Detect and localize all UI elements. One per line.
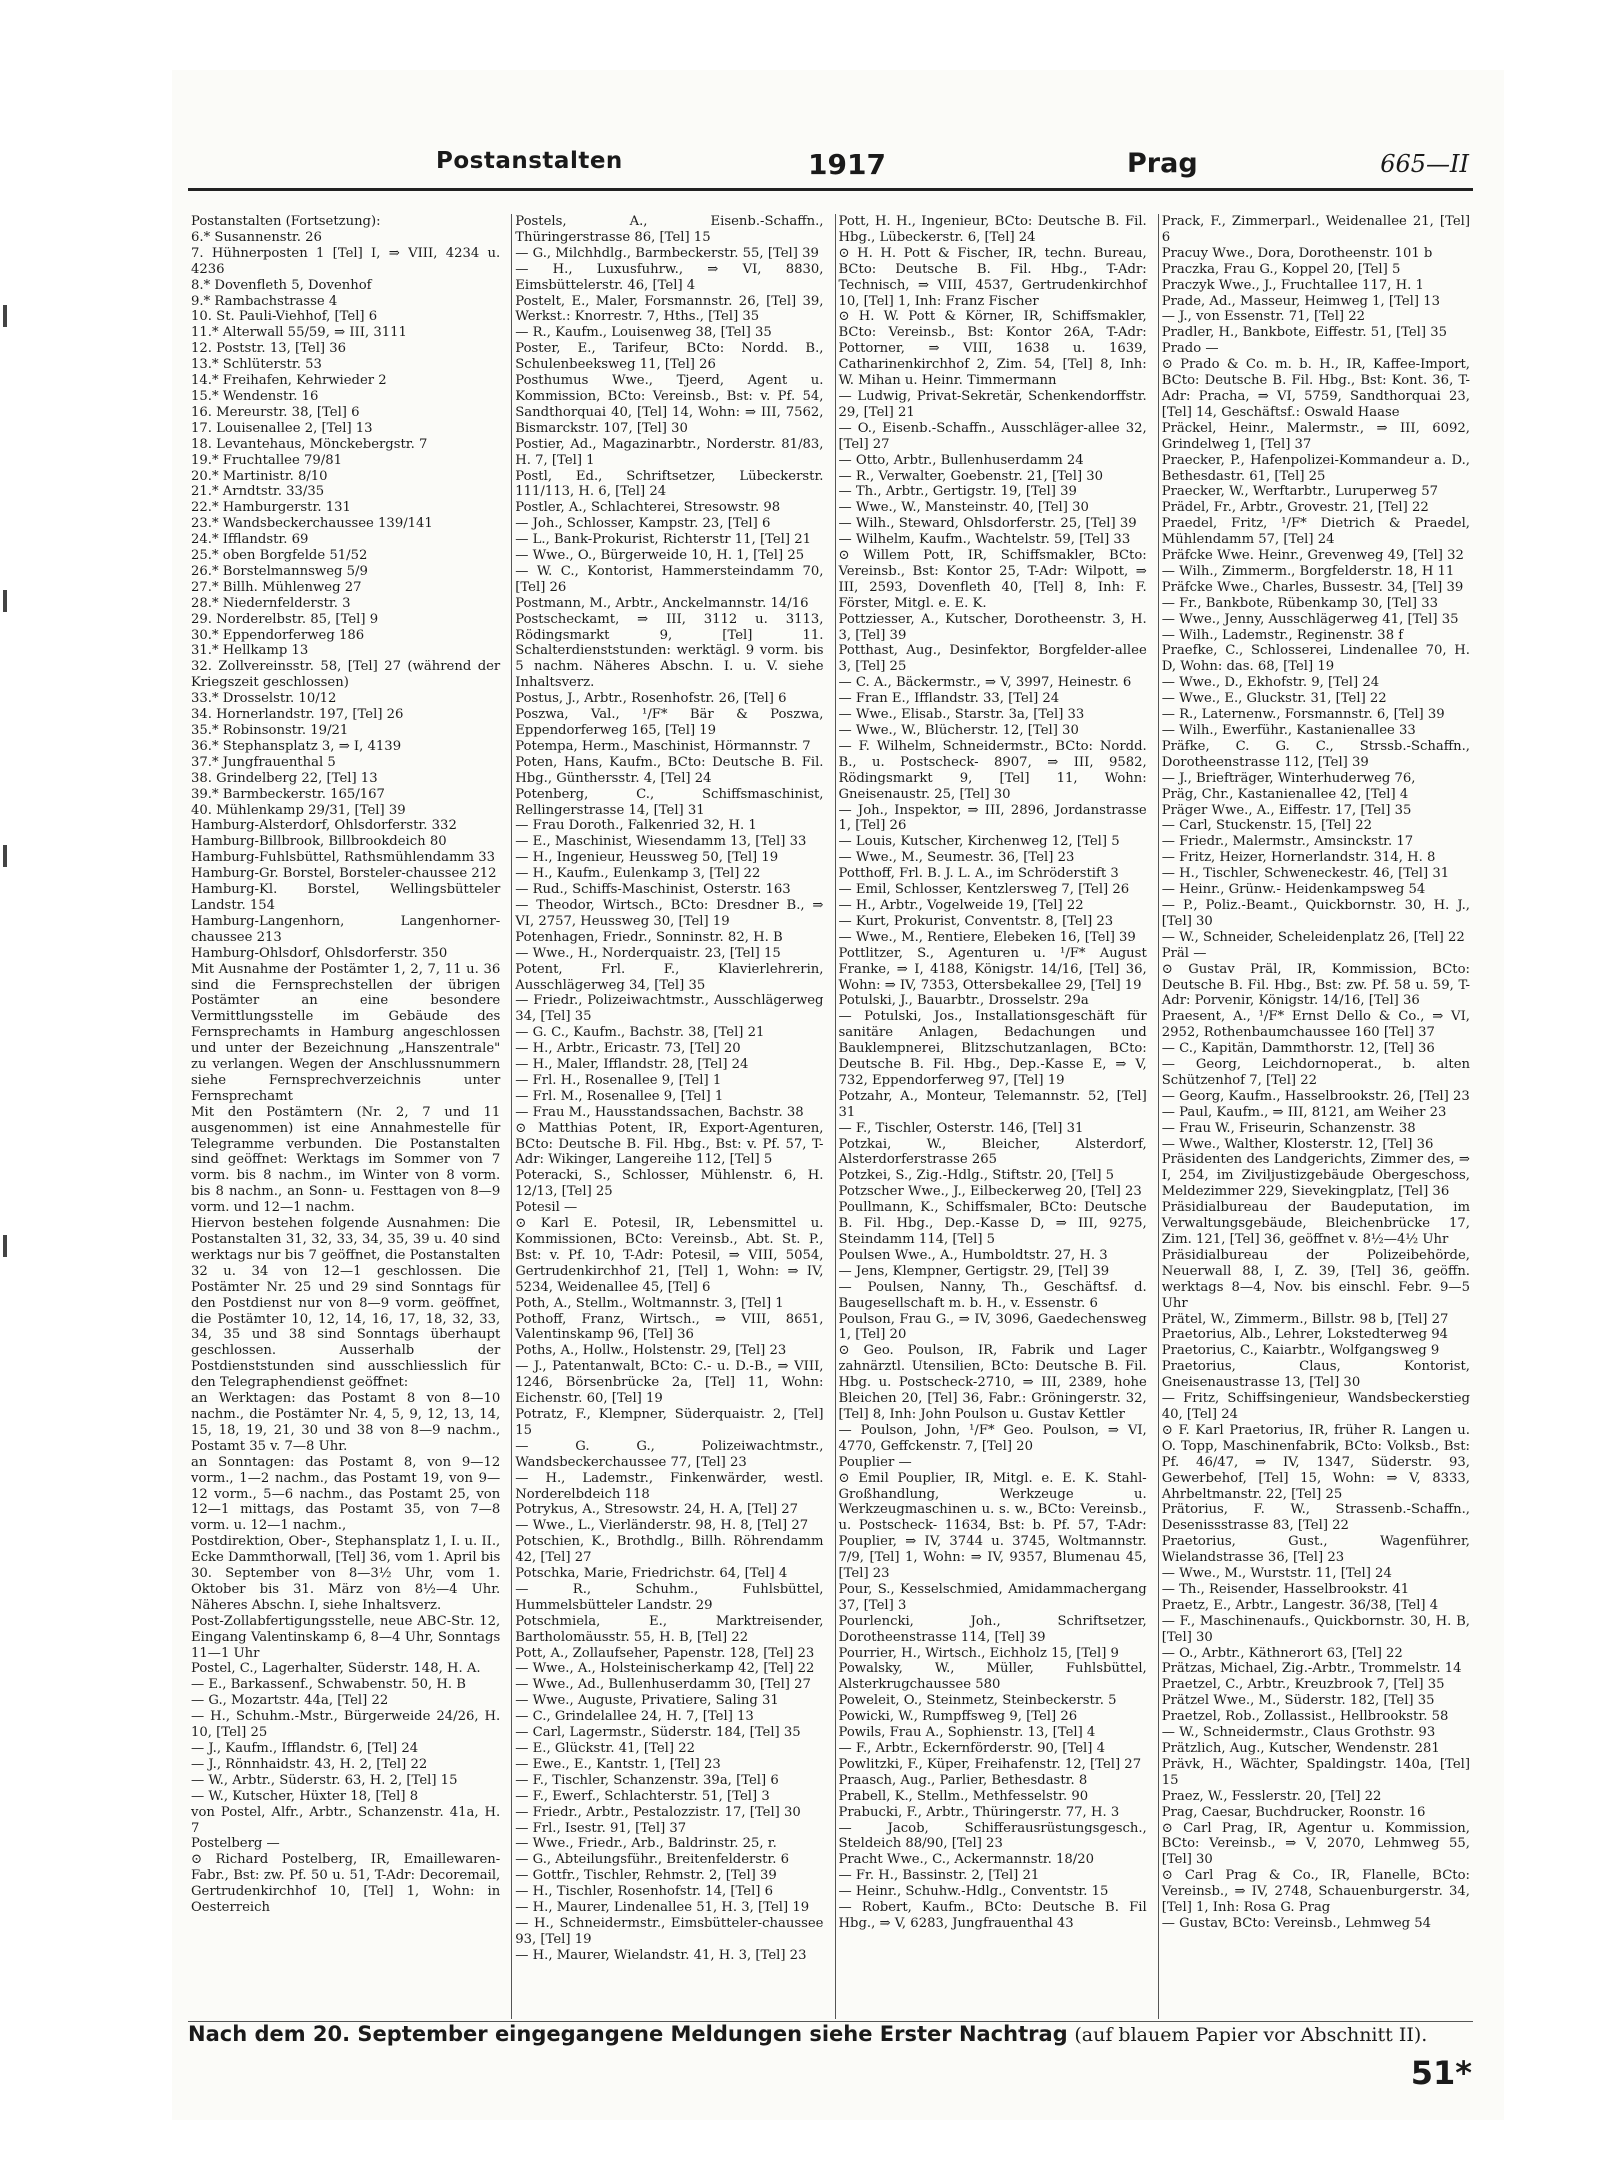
directory-entry: Postanstalten (Fortsetzung): <box>191 214 381 229</box>
directory-entry: Pouplier — <box>838 1454 912 1470</box>
directory-entry: Poths, A., Hollw., Holstenstr. 29, [Tel] 23 <box>515 1343 787 1359</box>
directory-entry: Potesil — <box>515 1200 578 1216</box>
directory-entry: — W. C., Kontorist, Hammersteindamm 70, [Tel] 26 <box>515 563 828 595</box>
directory-entry: — F., Ewerf., Schlachterstr. 51, [Tel] 3 <box>515 1788 770 1804</box>
directory-entry: — J., Rönnhaidstr. 43, H. 2, [Tel] 22 <box>191 1756 428 1772</box>
directory-entry: Präger Wwe., A., Eiffestr. 17, [Tel] 35 <box>1161 802 1412 818</box>
directory-entry: — Carl, Lagermstr., Süderstr. 184, [Tel] 35 <box>515 1725 801 1741</box>
directory-entry: Präckel, Heinr., Malermstr., ⇒ III, 6092, Grindelweg 1, [Tel] 37 <box>1161 420 1475 452</box>
directory-entry: Pourlencki, Joh., Schriftsetzer, Dorotheenstrasse 114, [Tel] 39 <box>838 1613 1151 1645</box>
directory-entry: Pottlitzer, S., Agenturen u. ¹/F* August Franke, ⇒ I, 4188, Königstr. 14/16, [Tel] 36, Wohn: ⇒ IV, 7353, Ottersbekallee 29, [Tel] 19 <box>838 945 1151 993</box>
directory-entry: — Friedr., Arbtr., Pestalozzistr. 17, [Tel] 30 <box>515 1804 801 1820</box>
directory-entry: — Joh., Inspektor, ⇒ III, 2896, Jordanstrasse 1, [Tel] 26 <box>838 802 1151 834</box>
directory-columns <box>188 214 1473 2019</box>
sheet-mark: 51* <box>1410 2054 1472 2092</box>
directory-entry: — H., Maurer, Lindenallee 51, H. 3, [Tel] 19 <box>515 1900 810 1916</box>
directory-entry: Powils, Frau A., Sophienstr. 13, [Tel] 4 <box>838 1725 1096 1741</box>
directory-entry: — G., Abteilungsführ., Breitenfelderstr. 6 <box>515 1852 790 1868</box>
directory-entry: Potzkai, W., Bleicher, Alsterdorf, Alsterdorferstrasse 265 <box>838 1136 1151 1168</box>
directory-entry: Prabell, K., Stellm., Methfesselstr. 90 <box>838 1788 1089 1804</box>
directory-entry: — R., Kaufm., Louisenweg 38, [Tel] 35 <box>515 325 772 341</box>
directory-entry: Pracht Wwe., C., Ackermannstr. 18/20 <box>838 1852 1094 1868</box>
page-header <box>188 140 1473 191</box>
directory-entry: Pracuy Wwe., Dora, Dorotheenstr. 101 b <box>1161 245 1433 261</box>
directory-entry: 23.* Wandsbeckerchaussee 139/141 <box>191 516 433 532</box>
directory-entry: Hamburg-Alsterdorf, Ohlsdorferstr. 332 <box>191 818 457 834</box>
directory-entry: 9.* Rambachstrasse 4 <box>191 293 338 309</box>
directory-entry: Postl, Ed., Schriftsetzer, Lübeckerstr. 111/113, H. 6, [Tel] 24 <box>515 468 828 500</box>
directory-entry: 6.* Susannenstr. 26 <box>191 229 322 245</box>
directory-entry: — F., Tischler, Schanzenstr. 39a, [Tel] 6 <box>515 1772 779 1788</box>
directory-entry: ⊙ Carl Prag & Co., IR, Flanelle, BCto: Vereinsb., ⇒ IV, 2748, Schauenburgerstr. 34, [Tel] 1, Inh: Rosa G. Prag <box>1161 1868 1475 1916</box>
directory-entry: Postelt, E., Maler, Forsmannstr. 26, [Tel] 39, Werkst.: Knorrestr. 7, Hths., [Tel] 35 <box>515 293 828 325</box>
directory-entry: 11.* Alterwall 55/59, ⇒ III, 3111 <box>191 325 407 341</box>
directory-entry: Praefke, C., Schlosserei, Lindenallee 70, H. D, Wohn: das. 68, [Tel] 19 <box>1161 643 1475 675</box>
directory-entry: — W., Schneider, Scheleidenplatz 26, [Tel] 22 <box>1161 929 1465 945</box>
directory-entry: Praetorius, Alb., Lehrer, Lokstedterweg 94 <box>1161 1327 1449 1343</box>
directory-entry: Potulski, J., Bauarbtr., Drosselstr. 29a <box>838 993 1089 1009</box>
directory-entry: Poweleit, O., Steinmetz, Steinbeckerstr. 5 <box>838 1693 1117 1709</box>
directory-entry: 14.* Freihafen, Kehrwieder 2 <box>191 373 387 389</box>
directory-entry: 22.* Hamburgerstr. 131 <box>191 500 351 516</box>
directory-entry: — Frl. M., Rosenallee 9, [Tel] 1 <box>515 1088 724 1104</box>
directory-entry: Postmann, M., Arbtr., Anckelmannstr. 14/16 <box>515 595 809 611</box>
directory-entry: — Wwe., Elisab., Starstr. 3a, [Tel] 33 <box>838 707 1085 723</box>
directory-entry: — Wwe., A., Holsteinischerkamp 42, [Tel] 22 <box>515 1661 815 1677</box>
directory-entry: ⊙ F. Karl Praetorius, IR, früher R. Langen u. O. Topp, Maschinenfabrik, BCto: Volksb., Bst: Pf. 46/47, ⇒ IV, 1347, Süderstr. 93, Gewerbehof, [Tel] 15, Wohn: ⇒ V, 8333, Ahrbeltmanstr. 22, [Tel] 25 <box>1161 1422 1475 1502</box>
directory-entry: Praez, W., Fesslerstr. 20, [Tel] 22 <box>1161 1788 1382 1804</box>
directory-entry: — W., Schneidermstr., Claus Grothstr. 93 <box>1161 1725 1436 1741</box>
directory-entry: — Frau W., Friseurin, Schanzenstr. 38 <box>1161 1120 1416 1136</box>
directory-entry: — Wwe., H., Norderquaistr. 23, [Tel] 15 <box>515 945 781 961</box>
directory-entry: — C., Kapitän, Dammthorstr. 12, [Tel] 36 <box>1161 1041 1435 1057</box>
directory-entry: — Carl, Stuckenstr. 15, [Tel] 22 <box>1161 818 1373 834</box>
directory-entry: — H., Tischler, Rosenhofstr. 14, [Tel] 6 <box>515 1884 774 1900</box>
directory-entry: — Th., Reisender, Hasselbrookstr. 41 <box>1161 1581 1410 1597</box>
directory-entry: — Kurt, Prokurist, Conventstr. 8, [Tel] 23 <box>838 913 1114 929</box>
directory-entry: Powalsky, W., Müller, Fuhlsbüttel, Alsterkrugchaussee 580 <box>838 1661 1151 1693</box>
directory-entry: — H., Luxusfuhrw., ⇒ VI, 8830, Eimsbüttelerstr. 46, [Tel] 4 <box>515 261 828 293</box>
directory-entry: 27.* Billh. Mühlenweg 27 <box>191 579 362 595</box>
directory-entry: Pourrier, H., Wirtsch., Eichholz 15, [Tel] 9 <box>838 1645 1119 1661</box>
directory-entry: Hamburg-Ohlsdorf, Ohlsdorferstr. 350 <box>191 945 448 961</box>
directory-entry: — Frau Doroth., Falkenried 32, H. 1 <box>515 818 757 834</box>
column-3 <box>835 214 1150 2019</box>
directory-entry: Hamburg-Kl. Borstel, Wellingsbütteler Landstr. 154 <box>191 882 505 913</box>
directory-entry: — Heinr., Grünw.- Heidenkampsweg 54 <box>1161 882 1426 898</box>
directory-entry: Prätzlich, Aug., Kutscher, Wendenstr. 281 <box>1161 1741 1440 1756</box>
directory-entry: — W., Kutscher, Hüxter 18, [Tel] 8 <box>191 1788 419 1804</box>
page-number: 665—II <box>1380 150 1469 178</box>
directory-entry: Praczka, Frau G., Koppel 20, [Tel] 5 <box>1161 261 1401 277</box>
directory-entry: Präsidialbureau der Baudeputation, im Verwaltungsgebäude, Bleichenbrücke 17, Zim. 121, [Tel] 36, geöffnet v. 8½—4½ Uhr <box>1161 1200 1475 1247</box>
directory-entry: Postels, A., Eisenb.-Schaffn., Thüringerstrasse 86, [Tel] 15 <box>515 214 828 245</box>
directory-entry: — C. A., Bäckermstr., ⇒ V, 3997, Heinestr. 6 <box>838 675 1132 691</box>
directory-entry: Potthast, Aug., Desinfektor, Borgfelder-allee 3, [Tel] 25 <box>838 643 1151 675</box>
directory-entry: Präfcke Wwe. Heinr., Grevenweg 49, [Tel] 32 <box>1161 548 1464 564</box>
directory-entry: 16. Mereurstr. 38, [Tel] 6 <box>191 404 360 420</box>
directory-entry: Mit den Postämtern (Nr. 2, 7 und 11 ausgenommen) ist eine Annahmestelle für Telegramme verbunden. Die Postanstalten sind geöffnet: Werktags im Sommer von 7 vorm. bis 8 nachm., im Winter von 8 vorm. bis 8 nachm., an Sonn- u. Festtagen von 8—9 vorm. und 12—1 nachm. <box>191 1104 505 1216</box>
directory-entry: — H., Ingenieur, Heussweg 50, [Tel] 19 <box>515 850 779 866</box>
directory-entry: — Friedr., Polizeiwachtmstr., Ausschlägerweg 34, [Tel] 35 <box>515 993 828 1025</box>
directory-entry: Poulson, Frau G., ⇒ IV, 3096, Gaedechensweg 1, [Tel] 20 <box>838 1311 1151 1343</box>
directory-entry: — Fran E., Ifflandstr. 33, [Tel] 24 <box>838 691 1060 707</box>
directory-entry: — Wwe., Ad., Bullenhuserdamm 30, [Tel] 27 <box>515 1677 811 1693</box>
directory-entry: 12. Poststr. 13, [Tel] 36 <box>191 341 347 357</box>
directory-entry: 32. Zollvereinsstr. 58, [Tel] 27 (während der Kriegszeit geschlossen) <box>191 659 505 691</box>
footer-bold-text: Nach dem 20. September eingegangene Meldungen siehe Erster Nachtrag <box>188 2022 1068 2046</box>
directory-entry: Potent, Frl. F., Klavierlehrerin, Ausschlägerweg 34, [Tel] 35 <box>515 961 828 993</box>
directory-entry: 21.* Arndtstr. 33/35 <box>191 484 325 500</box>
directory-entry: Mit Ausnahme der Postämter 1, 2, 7, 11 u. 36 sind die Fernsprechstellen der übrigen Postämter an eine besondere Vermittlungsstelle im Gebäude des Fernsprechamts in Hamburg angeschlossen und unter der Bezeichnung „Hanszentrale" zu verlangen. Wegen der Anschlussnummern siehe Fernsprechverzeichnis unter Fernsprechamt <box>191 961 505 1104</box>
directory-entry: Potempa, Herm., Maschinist, Hörmannstr. 7 <box>515 738 811 754</box>
directory-entry: Präl — <box>1161 945 1207 961</box>
directory-entry: Prätorius, F. W., Strassenb.-Schaffn., Desenissstrasse 83, [Tel] 22 <box>1161 1502 1475 1534</box>
directory-entry: — Wwe., E., Gluckstr. 31, [Tel] 22 <box>1161 691 1387 707</box>
directory-entry: — J., von Essenstr. 71, [Tel] 22 <box>1161 309 1366 325</box>
directory-entry: Potzkei, S., Zig.-Hdlg., Stiftstr. 20, [Tel] 5 <box>838 1168 1115 1184</box>
directory-entry: — J., Patentanwalt, BCto: C.- u. D.-B., ⇒ VIII, 1246, Börsenbrücke 2a, [Tel] 11, Wohn: Eichenstr. 60, [Tel] 19 <box>515 1359 828 1407</box>
directory-entry: Praecker, W., Werftarbtr., Luruperweg 57 <box>1161 484 1439 500</box>
column-1 <box>188 214 503 2019</box>
directory-entry: 30.* Eppendorferweg 186 <box>191 627 365 643</box>
directory-entry: — Th., Arbtr., Gertigstr. 19, [Tel] 39 <box>838 484 1077 500</box>
directory-entry: Praetorius, Claus, Kontorist, Gneisenaustrasse 13, [Tel] 30 <box>1161 1359 1475 1391</box>
edge-mark <box>3 845 7 867</box>
directory-entry: Postelberg — <box>191 1836 280 1852</box>
edge-mark <box>3 590 7 612</box>
directory-entry: — O., Eisenb.-Schaffn., Ausschläger-allee 32, [Tel] 27 <box>838 420 1151 452</box>
directory-entry: — P., Poliz.-Beamt., Quickbornstr. 30, H. J., [Tel] 30 <box>1161 897 1475 929</box>
directory-entry: Potenhagen, Friedr., Sonninstr. 82, H. B <box>515 929 783 945</box>
directory-entry: — Ludwig, Privat-Sekretär, Schenkendorffstr. 29, [Tel] 21 <box>838 388 1151 420</box>
directory-entry: — J., Kaufm., Ifflandstr. 6, [Tel] 24 <box>191 1741 419 1756</box>
directory-entry: Prade, Ad., Masseur, Heimweg 1, [Tel] 13 <box>1161 293 1440 309</box>
directory-entry: — Jacob, Schifferausrüstungsgesch., Steldeich 88/90, [Tel] 23 <box>838 1820 1151 1852</box>
directory-entry: Hamburg-Fuhlsbüttel, Rathsmühlendamm 33 <box>191 850 496 866</box>
directory-entry: — Wilh., Zimmerm., Borgfelderstr. 18, H 11 <box>1161 563 1455 579</box>
directory-entry: ⊙ Willem Pott, IR, Schiffsmakler, BCto: Vereinsb., Bst: Kontor 25, T-Adr: Wilpott, ⇒ III, 2593, Dovenfleth 40, [Tel] 8, Inh: F. Förster, Mitgl. e. E. K. <box>838 548 1151 611</box>
footer-normal-text: (auf blauem Papier vor Abschnitt II). <box>1074 2024 1428 2046</box>
directory-entry: — C., Grindelallee 24, H. 7, [Tel] 13 <box>515 1709 754 1725</box>
directory-entry: — Wwe., W., Mansteinstr. 40, [Tel] 30 <box>838 500 1089 516</box>
directory-entry: — Poulsen, Nanny, Th., Geschäftsf. d. Baugesellschaft m. b. H., v. Essenstr. 6 <box>838 1279 1151 1311</box>
directory-entry: Praetorius, Gust., Wagenführer, Wielandstrasse 36, [Tel] 23 <box>1161 1534 1475 1566</box>
directory-entry: 18. Levantehaus, Mönckebergstr. 7 <box>191 436 428 452</box>
directory-entry: — F., Maschinenaufs., Quickbornstr. 30, H. B, [Tel] 30 <box>1161 1613 1475 1645</box>
column-4 <box>1158 214 1473 2019</box>
directory-entry: — O., Arbtr., Käthnerort 63, [Tel] 22 <box>1161 1645 1403 1661</box>
directory-entry: Prätzas, Michael, Zig.-Arbtr., Trommelstr. 14 <box>1161 1661 1462 1677</box>
directory-entry: — Fritz, Heizer, Hornerlandstr. 314, H. 8 <box>1161 850 1436 866</box>
directory-entry: — Frl. H., Rosenallee 9, [Tel] 1 <box>515 1072 722 1088</box>
directory-entry: ⊙ Geo. Poulson, IR, Fabrik und Lager zahnärztl. Utensilien, BCto: Deutsche B. Fil. Hbg. u. Postscheck-2710, ⇒ III, 2389, hohe Bleichen 20, [Tel] 36, Fabr.: Gröningerstr. 32, [Tel] 8, Inh: John Poulson u. Gustav Kettler <box>838 1343 1151 1422</box>
directory-entry: — Friedr., Malermstr., Amsinckstr. 17 <box>1161 834 1414 850</box>
directory-entry: — Wwe., O., Bürgerweide 10, H. 1, [Tel] 25 <box>515 548 805 564</box>
directory-entry: — R., Schuhm., Fuhlsbüttel, Hummelsbütteler Landstr. 29 <box>515 1581 828 1613</box>
directory-entry: 17. Louisenallee 2, [Tel] 13 <box>191 420 373 436</box>
directory-entry: — Wwe., Auguste, Privatiere, Saling 31 <box>515 1693 779 1709</box>
directory-entry: Präsidialbureau der Polizeibehörde, Neuerwall 88, I, Z. 39, [Tel] 36, geöffn. werktags 8—4, Nov. bis einschl. Febr. 9—5 Uhr <box>1161 1247 1475 1311</box>
directory-entry: — Gottfr., Tischler, Rehmstr. 2, [Tel] 39 <box>515 1868 777 1884</box>
directory-entry: Postscheckamt, ⇒ III, 3112 u. 3113, Rödingsmarkt 9, [Tel] 11. Schalterdienststunden: werktägl. 9 vorm. bis 5 nachm. Näheres Abschn. I. u. V. siehe Inhaltsverz. <box>515 611 828 691</box>
directory-entry: — Wilh., Ewerführ., Kastanienallee 33 <box>1161 723 1416 738</box>
directory-entry: Pottziesser, A., Kutscher, Dorotheenstr. 3, H. 3, [Tel] 39 <box>838 611 1151 643</box>
directory-entry: — Otto, Arbtr., Bullenhuserdamm 24 <box>838 452 1084 468</box>
directory-entry: — E., Barkassenf., Schwabenstr. 50, H. B <box>191 1677 466 1693</box>
footer-note <box>188 2021 1473 2054</box>
section-title: Postanstalten <box>436 148 623 174</box>
directory-entry: 35.* Robinsonstr. 19/21 <box>191 723 349 738</box>
directory-entry: — H., Kaufm., Eulenkamp 3, [Tel] 22 <box>515 866 761 882</box>
directory-entry: Praetorius, C., Kaiarbtr., Wolfgangsweg 9 <box>1161 1343 1440 1359</box>
directory-entry: — Jens, Klempner, Gertigstr. 29, [Tel] 39 <box>838 1263 1110 1279</box>
directory-entry: 37.* Jungfrauenthal 5 <box>191 754 336 770</box>
directory-entry: — G., Mozartstr. 44a, [Tel] 22 <box>191 1693 389 1709</box>
directory-entry: — Wwe., D., Ekhofstr. 9, [Tel] 24 <box>1161 675 1380 691</box>
directory-entry: Potenberg, C., Schiffsmaschinist, Rellingerstrasse 14, [Tel] 31 <box>515 786 828 818</box>
directory-entry: Praesent, A., ¹/F* Ernst Dello & Co., ⇒ VI, 2952, Rothenbaumchaussee 160 [Tel] 37 <box>1161 1009 1475 1041</box>
directory-entry: — G. G., Polizeiwachtmstr., Wandsbeckerchaussee 77, [Tel] 23 <box>515 1438 828 1470</box>
directory-entry: Postier, Ad., Magazinarbtr., Norderstr. 81/83, H. 7, [Tel] 1 <box>515 436 828 468</box>
directory-entry: Postdirektion, Ober-, Stephansplatz 1, I. u. II., Ecke Dammthorwall, [Tel] 36, vom 1. April bis 30. September von 8—3½ Uhr, vom 1. Oktober bis 31. März von 8½—4 Uhr. Näheres Abschn. I, siehe Inhaltsverz. <box>191 1534 505 1613</box>
directory-entry: — Ewe., E., Kantstr. 1, [Tel] 23 <box>515 1756 721 1772</box>
directory-entry: Poth, A., Stellm., Woltmannstr. 3, [Tel] 1 <box>515 1295 784 1311</box>
directory-entry: ⊙ Emil Pouplier, IR, Mitgl. e. E. K. Stahl-Großhandlung, Werkzeuge u. Werkzeugmaschinen u. s. w., BCto: Vereinsb., u. Postscheck- 11634, Bst: b. Pf. 57, T-Adr: Pouplier, ⇒ IV, 3744 u. 3745, Woltmannstr. 7/9, [Tel] 1, Wohn: ⇒ IV, 9357, Blumenau 45, [Tel] 23 <box>838 1470 1151 1582</box>
directory-entry: Prätzel Wwe., M., Süderstr. 182, [Tel] 35 <box>1161 1693 1435 1709</box>
directory-entry: Prätel, W., Zimmerm., Billstr. 98 b, [Tel] 27 <box>1161 1311 1449 1327</box>
directory-entry: Poulsen Wwe., A., Humboldtstr. 27, H. 3 <box>838 1247 1108 1263</box>
directory-entry: Pour, S., Kesselschmied, Amidammachergang 37, [Tel] 3 <box>838 1581 1151 1613</box>
directory-entry: — R., Laternenw., Forsmannstr. 6, [Tel] 39 <box>1161 707 1445 723</box>
directory-entry: — Frau M., Hausstandssachen, Bachstr. 38 <box>515 1104 804 1120</box>
directory-entry: Powicki, W., Rumpffsweg 9, [Tel] 26 <box>838 1709 1078 1725</box>
directory-entry: — Joh., Schlosser, Kampstr. 23, [Tel] 6 <box>515 516 771 532</box>
directory-entry: Praasch, Aug., Parlier, Bethesdastr. 8 <box>838 1772 1088 1788</box>
directory-entry: — Frl., Isestr. 91, [Tel] 37 <box>515 1820 687 1836</box>
directory-entry: — F., Tischler, Osterstr. 146, [Tel] 31 <box>838 1120 1084 1136</box>
directory-entry: — Fritz, Schiffsingenieur, Wandsbeckerstieg 40, [Tel] 24 <box>1161 1391 1475 1422</box>
directory-entry: Prag, Caesar, Buchdrucker, Roonstr. 16 <box>1161 1804 1426 1820</box>
directory-entry: — Wwe., Walther, Klosterstr. 12, [Tel] 36 <box>1161 1136 1434 1152</box>
directory-entry: Pothoff, Franz, Wirtsch., ⇒ VIII, 8651, Valentinskamp 96, [Tel] 36 <box>515 1311 828 1343</box>
directory-entry: Powlitzki, F., Küper, Freihafenstr. 12, [Tel] 27 <box>838 1756 1142 1772</box>
directory-entry: — H., Arbtr., Ericastr. 73, [Tel] 20 <box>515 1041 741 1057</box>
directory-entry: Praczyk Wwe., J., Fruchtallee 117, H. 1 <box>1161 277 1424 293</box>
directory-entry: Praetzel, C., Arbtr., Kreuzbrook 7, [Tel] 35 <box>1161 1677 1445 1693</box>
directory-entry: Poszwa, Val., ¹/F* Bär & Poszwa, Eppendorferweg 165, [Tel] 19 <box>515 707 828 738</box>
directory-entry: Praetz, E., Arbtr., Langestr. 36/38, [Tel] 4 <box>1161 1597 1439 1613</box>
directory-entry: — R., Verwalter, Goebenstr. 21, [Tel] 30 <box>838 468 1104 484</box>
directory-entry: 20.* Martinistr. 8/10 <box>191 468 328 484</box>
directory-entry: ⊙ Karl E. Potesil, IR, Lebensmittel u. Kommissionen, BCto: Vereinsb., Abt. St. P., Bst: v. Pf. 10, T-Adr: Potesil, ⇒ VIII, 5054, Gertrudenkirchhof 21, [Tel] 1, Wohn: ⇒ IV, 5234, Weidenallee 45, [Tel] 6 <box>515 1216 828 1295</box>
directory-entry: — G. C., Kaufm., Bachstr. 38, [Tel] 21 <box>515 1025 765 1041</box>
directory-entry: Posthumus Wwe., Tjeerd, Agent u. Kommission, BCto: Vereinsb., Bst: v. Pf. 54, Sandthorquai 40, [Tel] 14, Wohn: ⇒ III, 7562, Bismarckstr. 107, [Tel] 30 <box>515 373 828 436</box>
directory-entry: Potratz, F., Klempner, Süderquaistr. 2, [Tel] 15 <box>515 1406 828 1438</box>
directory-entry: — F., Arbtr., Eckernförderstr. 90, [Tel] 4 <box>838 1741 1105 1756</box>
directory-entry: 38. Grindelberg 22, [Tel] 13 <box>191 770 378 786</box>
directory-entry: — W., Arbtr., Süderstr. 63, H. 2, [Tel] 15 <box>191 1772 458 1788</box>
directory-entry: 39.* Barmbeckerstr. 165/167 <box>191 786 385 802</box>
directory-entry: Hiervon bestehen folgende Ausnahmen: Die Postanstalten 31, 32, 33, 34, 35, 39 u. 40 sind werktags nur bis 7 geöffnet, die Postanstalten 32 u. 34 von 12—1 geschlossen. Die Postämter Nr. 25 und 29 sind Sonntags für den Postdienst nur von 8—9 vorm. geöffnet, die Postämter 10, 12, 14, 16, 17, 18, 32, 33, 34, 35 und 38 sind Sonntags überhaupt geschlossen. Ausserhalb der Postdienststunden sind ausschliesslich für den Telegraphendienst geöffnet: <box>191 1216 505 1391</box>
directory-entry: — G., Milchhdlg., Barmbeckerstr. 55, [Tel] 39 <box>515 245 819 261</box>
directory-entry: — Theodor, Wirtsch., BCto: Dresdner B., ⇒ VI, 2757, Heussweg 30, [Tel] 19 <box>515 897 828 929</box>
directory-entry: — H., Arbtr., Vogelweide 19, [Tel] 22 <box>838 897 1084 913</box>
directory-entry: Prado — <box>1161 341 1219 357</box>
directory-entry: von Postel, Alfr., Arbtr., Schanzenstr. 41a, H. 7 <box>191 1804 505 1836</box>
directory-entry: 26.* Borstelmannsweg 5/9 <box>191 563 368 579</box>
directory-entry: Potschka, Marie, Friedrichstr. 64, [Tel] 4 <box>515 1566 788 1582</box>
directory-entry: 29. Norderelbstr. 85, [Tel] 9 <box>191 611 379 627</box>
directory-entry: — H., Tischler, Schweneckestr. 46, [Tel] 31 <box>1161 866 1450 882</box>
directory-entry: ⊙ Matthias Potent, IR, Export-Agenturen, BCto: Deutsche B. Fil. Hbg., Bst: v. Pf. 57, T-Adr: Wikinger, Langereihe 112, [Tel] 5 <box>515 1120 828 1168</box>
directory-entry: — Wwe., M., Wurststr. 11, [Tel] 24 <box>1161 1566 1392 1582</box>
directory-entry: — Rud., Schiffs-Maschinist, Osterstr. 163 <box>515 882 791 898</box>
directory-entry: Poteracki, S., Schlosser, Mühlenstr. 6, H. 12/13, [Tel] 25 <box>515 1168 828 1200</box>
directory-entry: Poster, E., Tarifeur, BCto: Nordd. B., Schulenbeeksweg 11, [Tel] 26 <box>515 341 828 373</box>
directory-entry: Postler, A., Schlachterei, Stresowstr. 98 <box>515 500 781 516</box>
directory-entry: Postus, J., Arbtr., Rosenhofstr. 26, [Tel] 6 <box>515 691 787 707</box>
directory-entry: 36.* Stephansplatz 3, ⇒ I, 4139 <box>191 738 402 754</box>
directory-entry: Prabucki, F., Arbtr., Thüringerstr. 77, H. 3 <box>838 1804 1120 1820</box>
city-name: Prag <box>1127 148 1198 179</box>
directory-entry: Potzahr, A., Monteur, Telemannstr. 52, [Tel] 31 <box>838 1088 1151 1120</box>
directory-entry: 34. Hornerlandstr. 197, [Tel] 26 <box>191 707 404 723</box>
column-2 <box>511 214 826 2019</box>
directory-entry: — Fr. H., Bassinstr. 2, [Tel] 21 <box>838 1868 1040 1884</box>
directory-entry: Prävk, H., Wächter, Spaldingstr. 140a, [Tel] 15 <box>1161 1756 1475 1788</box>
directory-entry: ⊙ Richard Postelberg, IR, Emaillewaren-Fabr., Bst: zw. Pf. 50 u. 51, T-Adr: Decoremail, Gertrudenkirchhof 10, [Tel] 1, Wohn: in Oesterreich <box>191 1852 505 1916</box>
directory-entry: — Wwe., M., Seumestr. 36, [Tel] 23 <box>838 850 1075 866</box>
directory-entry: Präfke, C. G. C., Strssb.-Schaffn., Dorotheenstrasse 112, [Tel] 39 <box>1161 738 1475 770</box>
directory-entry: — Wwe., L., Vierländerstr. 98, H. 8, [Tel] 27 <box>515 1518 809 1534</box>
directory-entry: — Wwe., M., Rentiere, Elebeken 16, [Tel] 39 <box>838 929 1136 945</box>
directory-entry: 10. St. Pauli-Viehhof, [Tel] 6 <box>191 309 378 325</box>
directory-entry: — Georg, Leichdornoperat., b. alten Schützenhof 7, [Tel] 22 <box>1161 1057 1475 1088</box>
directory-entry: — Wilh., Steward, Ohlsdorferstr. 25, [Tel] 39 <box>838 516 1137 532</box>
directory-entry: Praecker, P., Hafenpolizei-Kommandeur a. D., Bethesdastr. 61, [Tel] 25 <box>1161 452 1475 484</box>
directory-entry: 31.* Hellkamp 13 <box>191 643 309 659</box>
directory-entry: — F. Wilhelm, Schneidermstr., BCto: Nordd. B., u. Postscheck- 8907, ⇒ III, 9582, Rödingsmarkt 9, [Tel] 11, Wohn: Gneisenaustr. 25, [Tel] 30 <box>838 738 1151 802</box>
directory-entry: — Emil, Schlosser, Kentzlersweg 7, [Tel] 26 <box>838 882 1130 898</box>
directory-entry: Präg, Chr., Kastanienallee 42, [Tel] 4 <box>1161 786 1409 802</box>
directory-entry: Potthoff, Frl. B. J. L. A., im Schröderstift 3 <box>838 866 1119 882</box>
directory-entry: Potschmiela, E., Marktreisender, Bartholomäusstr. 55, H. B, [Tel] 22 <box>515 1613 828 1645</box>
directory-entry: 19.* Fruchtallee 79/81 <box>191 452 342 468</box>
directory-entry: Postel, C., Lagerhalter, Süderstr. 148, H. A. <box>191 1661 481 1677</box>
directory-entry: — H., Maurer, Wielandstr. 41, H. 3, [Tel] 23 <box>515 1947 807 1963</box>
directory-entry: Hamburg-Langenhorn, Langenhorner-chaussee 213 <box>191 913 501 945</box>
directory-entry: 8.* Dovenfleth 5, Dovenhof <box>191 277 372 293</box>
directory-entry: — Wwe., Friedr., Arb., Baldrinstr. 25, r. <box>515 1836 777 1852</box>
directory-entry: Pott, H. H., Ingenieur, BCto: Deutsche B. Fil. Hbg., Lübeckerstr. 6, [Tel] 24 <box>838 214 1151 245</box>
directory-entry: — Gustav, BCto: Vereinsb., Lehmweg 54 <box>1161 1915 1432 1931</box>
edge-mark <box>3 1235 7 1257</box>
directory-entry: Potzscher Wwe., J., Eilbeckerweg 20, [Tel] 23 <box>838 1184 1142 1200</box>
directory-entry: — Louis, Kutscher, Kirchenweg 12, [Tel] 5 <box>838 834 1120 850</box>
directory-entry: 7. Hühnerposten 1 [Tel] I, ⇒ VIII, 4234 u. 4236 <box>191 245 505 277</box>
directory-entry: Präsidenten des Landgerichts, Zimmer des, ⇒ I, 254, im Ziviljustizgebäude Obergeschoss, Meldezimmer 229, Sievekingplatz, [Tel] 36 <box>1161 1152 1475 1200</box>
directory-entry: Hamburg-Gr. Borstel, Borsteler-chaussee 212 <box>191 866 497 882</box>
directory-entry: Praedel, Fritz, ¹/F* Dietrich & Praedel, Mühlendamm 57, [Tel] 24 <box>1161 516 1475 548</box>
directory-entry: — Robert, Kaufm., BCto: Deutsche B. Fil Hbg., ⇒ V, 6283, Jungfrauenthal 43 <box>838 1900 1151 1931</box>
directory-entry: Poten, Hans, Kaufm., BCto: Deutsche B. Fil. Hbg., Günthersstr. 4, [Tel] 24 <box>515 754 828 786</box>
directory-entry: ⊙ Prado & Co. m. b. H., IR, Kaffee-Import, BCto: Deutsche B. Fil. Hbg., Bst: Kont. 36, T-Adr: Pracha, ⇒ VI, 5759, Sandthorquai 23, [Tel] 14, Geschäftsf.: Oswald Haase <box>1161 357 1475 420</box>
directory-entry: — Poulson, John, ¹/F* Geo. Poulson, ⇒ VI, 4770, Geffckenstr. 7, [Tel] 20 <box>838 1422 1151 1454</box>
directory-entry: Potschien, K., Brothdlg., Billh. Röhrendamm 42, [Tel] 27 <box>515 1534 828 1566</box>
edge-mark <box>3 305 7 327</box>
directory-entry: ⊙ Carl Prag, IR, Agentur u. Kommission, BCto: Vereinsb., ⇒ V, 2070, Lehmweg 55, [Tel] 30 <box>1161 1820 1475 1868</box>
directory-entry: 28.* Niedernfelderstr. 3 <box>191 595 351 611</box>
directory-entry: 13.* Schlüterstr. 53 <box>191 357 322 373</box>
directory-entry: 33.* Drosselstr. 10/12 <box>191 691 337 707</box>
directory-entry: — Georg, Kaufm., Hasselbrookstr. 26, [Tel] 23 <box>1161 1088 1470 1104</box>
directory-entry: — L., Bank-Prokurist, Richterstr 11, [Tel] 21 <box>515 532 812 548</box>
directory-entry: — H., Schuhm.-Mstr., Bürgerweide 24/26, H. 10, [Tel] 25 <box>191 1709 505 1741</box>
directory-entry: — H., Schneidermstr., Eimsbütteler-chaussee 93, [Tel] 19 <box>515 1915 828 1947</box>
directory-entry: Potrykus, A., Stresowstr. 24, H. A, [Tel] 27 <box>515 1502 799 1518</box>
directory-entry: an Werktagen: das Postamt 8 von 8—10 nachm., die Postämter Nr. 4, 5, 9, 12, 13, 14, 15, 18, 19, 21, 30 und 38 von 8—9 nachm., Postamt 35 v. 7—8 Uhr. <box>191 1391 505 1454</box>
directory-entry: — E., Maschinist, Wiesendamm 13, [Tel] 33 <box>515 834 807 850</box>
directory-entry: — Wwe., W., Blücherstr. 12, [Tel] 30 <box>838 723 1079 738</box>
directory-entry: ⊙ H. H. Pott & Fischer, IR, techn. Bureau, BCto: Deutsche B. Fil. Hbg., T-Adr: Technisch, ⇒ VIII, 4537, Gertrudenkirchhof 10, [Tel] 1, Inh: Franz Fischer <box>838 245 1151 309</box>
directory-entry: an Sonntagen: das Postamt 8, von 9—12 vorm., 1—2 nachm., das Postamt 19, von 9—12 vorm., 5—6 nachm., das Postamt 25, von 12—1 mittags, das Postamt 35, von 7—8 vorm. u. 12—1 nachm., <box>191 1454 505 1534</box>
directory-entry: — Heinr., Schuhw.-Hdlg., Conventstr. 15 <box>838 1884 1109 1900</box>
directory-entry: 24.* Ifflandstr. 69 <box>191 532 309 548</box>
directory-entry: — Fr., Bankbote, Rübenkamp 30, [Tel] 33 <box>1161 595 1438 611</box>
directory-entry: — J., Briefträger, Winterhuderweg 76, <box>1161 770 1416 786</box>
directory-entry: 40. Mühlenkamp 29/31, [Tel] 39 <box>191 802 406 818</box>
directory-entry: — H., Lademstr., Finkenwärder, westl. Norderelbdeich 118 <box>515 1470 828 1502</box>
directory-entry: Praetzel, Rob., Zollassist., Hellbrookstr. 58 <box>1161 1709 1449 1725</box>
directory-entry: Hamburg-Billbrook, Billbrookdeich 80 <box>191 834 447 850</box>
directory-entry: 15.* Wendenstr. 16 <box>191 388 319 404</box>
directory-entry: Pradler, H., Bankbote, Eiffestr. 51, [Tel] 35 <box>1161 325 1448 341</box>
directory-entry: — Wilh., Lademstr., Reginenstr. 38 f <box>1161 627 1404 643</box>
directory-entry: Post-Zollabfertigungsstelle, neue ABC-Str. 12, Eingang Valentinskamp 6, 8—4 Uhr, Sonntags 11—1 Uhr <box>191 1613 505 1661</box>
year: 1917 <box>808 148 886 181</box>
directory-entry: 25.* oben Borgfelde 51/52 <box>191 548 368 564</box>
directory-entry: Poullmann, K., Schiffsmaler, BCto: Deutsche B. Fil. Hbg., Dep.-Kasse D, ⇒ III, 9275, Steindamm 114, [Tel] 5 <box>838 1200 1151 1247</box>
directory-entry: — E., Glückstr. 41, [Tel] 22 <box>515 1741 695 1756</box>
directory-entry: ⊙ H. W. Pott & Körner, IR, Schiffsmakler, BCto: Vereinsb., Bst: Kontor 26A, T-Adr: Pottorner, ⇒ VIII, 1638 u. 1639, Catharinenkirchhof 2, Zim. 54, [Tel] 8, Inh: W. Mihan u. Heinr. Timmermann <box>838 309 1151 389</box>
directory-entry: — Wwe., Jenny, Ausschlägerweg 41, [Tel] 35 <box>1161 611 1459 627</box>
directory-entry: — H., Maler, Ifflandstr. 28, [Tel] 24 <box>515 1057 749 1073</box>
directory-entry: ⊙ Gustav Präl, IR, Kommission, BCto: Deutsche B. Fil. Hbg., Bst: zw. Pf. 58 u. 59, T-Adr: Porvenir, Königstr. 14/16, [Tel] 36 <box>1161 961 1475 1009</box>
directory-entry: — Paul, Kaufm., ⇒ III, 8121, am Weiher 23 <box>1161 1104 1447 1120</box>
directory-entry: Pott, A., Zollaufseher, Papenstr. 128, [Tel] 23 <box>515 1645 815 1661</box>
directory-entry: — Potulski, Jos., Installationsgeschäft für sanitäre Anlagen, Bedachungen und Bauklempnerei, Blitzschutzanlagen, BCto: Deutsche B. Fil. Hbg., Dep.-Kasse E, ⇒ V, 732, Eppendorferweg 97, [Tel] 19 <box>838 1009 1151 1088</box>
directory-entry: Präfcke Wwe., Charles, Bussestr. 34, [Tel] 39 <box>1161 579 1464 595</box>
directory-entry: — Wilhelm, Kaufm., Wachtelstr. 59, [Tel] 33 <box>838 532 1131 548</box>
directory-entry: Prack, F., Zimmerparl., Weidenallee 21, [Tel] 6 <box>1161 214 1475 245</box>
directory-entry: Prädel, Fr., Arbtr., Grovestr. 21, [Tel] 22 <box>1161 500 1429 516</box>
